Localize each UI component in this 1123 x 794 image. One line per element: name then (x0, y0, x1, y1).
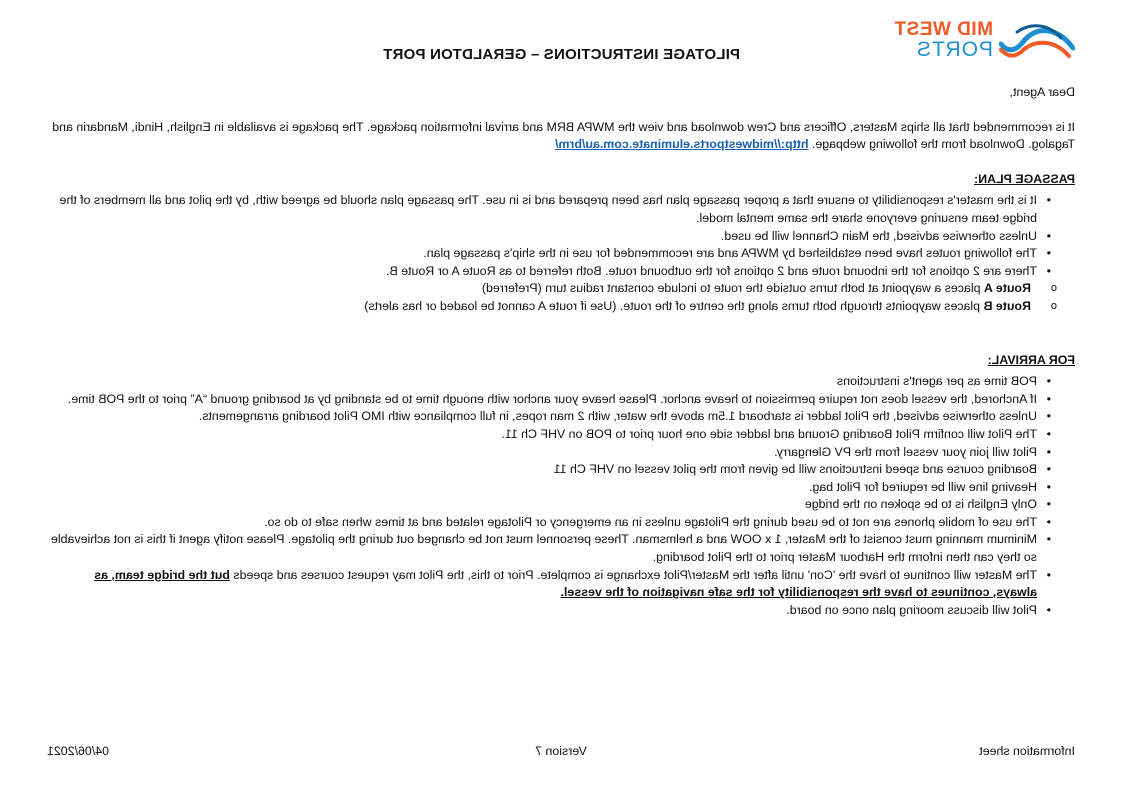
brm-download-link[interactable]: http://midwestports.eluminate.com.au/brm/ (555, 137, 809, 152)
route-a-text: places a waypoint at both turns outside the route to include constant radius turn (Preferred) (481, 281, 984, 296)
list-item: • The Pilot will confirm Pilot Boarding Ground and ladder side one hour prior to POB on VHF Ch 11. (47, 426, 1051, 444)
document-body (47, 84, 1075, 619)
page-footer (47, 744, 1075, 762)
list-item: • Boarding course and speed instructions will be given from the pilot vessel on VHF Ch 11 (47, 461, 1051, 479)
list-item: • Pilot will discuss mooring plan once on board. (47, 602, 1051, 620)
footer-doc-type: Information sheet (979, 744, 1075, 758)
list-item: • Pilot will join your vessel from the PV Glengarry. (47, 444, 1051, 462)
list-item: • Unless otherwise advised, the Main Channel will be used. (47, 228, 1051, 246)
route-b-text: places waypoints through both turns along the centre of the route. (Use if route A cannot be loaded or has alerts) (364, 298, 984, 313)
passage-plan-heading: PASSAGE PLAN: (974, 171, 1075, 186)
arrival-heading: FOR ARRIVAL: (987, 352, 1075, 367)
route-b-item (47, 298, 1061, 316)
list-item: • If Anchored, the vessel does not require permission to heave anchor. Please heave your anchor with enough time to be standing by at boarding ground “A” prior to the POB time. (47, 391, 1051, 409)
route-a-label: Route A (983, 281, 1031, 296)
footer-version: Version 7 (535, 744, 587, 758)
greeting: Dear Agent, (1009, 85, 1075, 99)
list-item: • POB time as per agent's instructions (47, 373, 1051, 391)
list-item: • Only English is to be spoken on the bridge (47, 496, 1051, 514)
list-item: • The use of mobile phones are not to be used during the Pilotage unless in an emergency or Pilotage related and at times when safe to do so. (47, 514, 1051, 532)
passage-plan-list (47, 192, 1075, 280)
intro-text: It is recommended that all ships Masters, Officers and Crew download and view the MWPA BRM and arrival information package. The package is available in English, Hindi, Mandarin and Tagalog. Download from the following webpage. (52, 119, 1075, 152)
route-a-item (47, 280, 1061, 298)
logo-text-ports: PORTS (916, 38, 993, 61)
list-item: • The following routes have been established by MWPA and are recommended for use in the ship's passage plan. (47, 245, 1051, 263)
master-con-item (47, 567, 1051, 602)
list-item: • Minimum manning must consist of the Master, 1 x OOW and a helmsman. These personnel must not be changed out during the pilotage. Please notify agent if this is not achievable so they can then inform the Harbour Master prior to the Pilot boarding. (47, 531, 1051, 566)
route-options-list (47, 280, 1075, 315)
list-item: • Heaving line will be required for Pilot bag. (47, 479, 1051, 497)
list-item: • It is the master's responsibility to ensure that a proper passage plan has been prepared and is in use. The passage plan should be agreed with, by the pilot and all members of the bridge team ensuring everyone share the same mental model. (47, 192, 1051, 227)
bridge-team-emphasis: but the bridge team, as always, continues to have the responsibility for the safe navigation of the vessel. (94, 567, 1037, 600)
logo-text-mid-west: MID WEST (894, 19, 993, 40)
list-item: • Unless otherwise advised, the Pilot ladder is starboard 1.5m above the water, with 2 man ropes, in full compliance with IMO Pilot boarding arrangements. (47, 408, 1051, 426)
intro-paragraph (47, 119, 1075, 154)
master-con-text: The Master will continue to have the 'Con' until after the Master/Pilot exchange is complete. Prior to this, the Pilot may request courses and speeds (229, 567, 1037, 582)
list-item: • There are 2 options for the inbound route and 2 options for the outbound route. Both referred to as Route A or Route B. (47, 263, 1051, 281)
arrival-list (47, 373, 1075, 619)
page-title: PILOTAGE INSTRUCTIONS – GERALDTON PORT (382, 46, 741, 63)
footer-date: 04/06/2021 (47, 744, 110, 758)
route-b-label: Route B (983, 298, 1031, 313)
